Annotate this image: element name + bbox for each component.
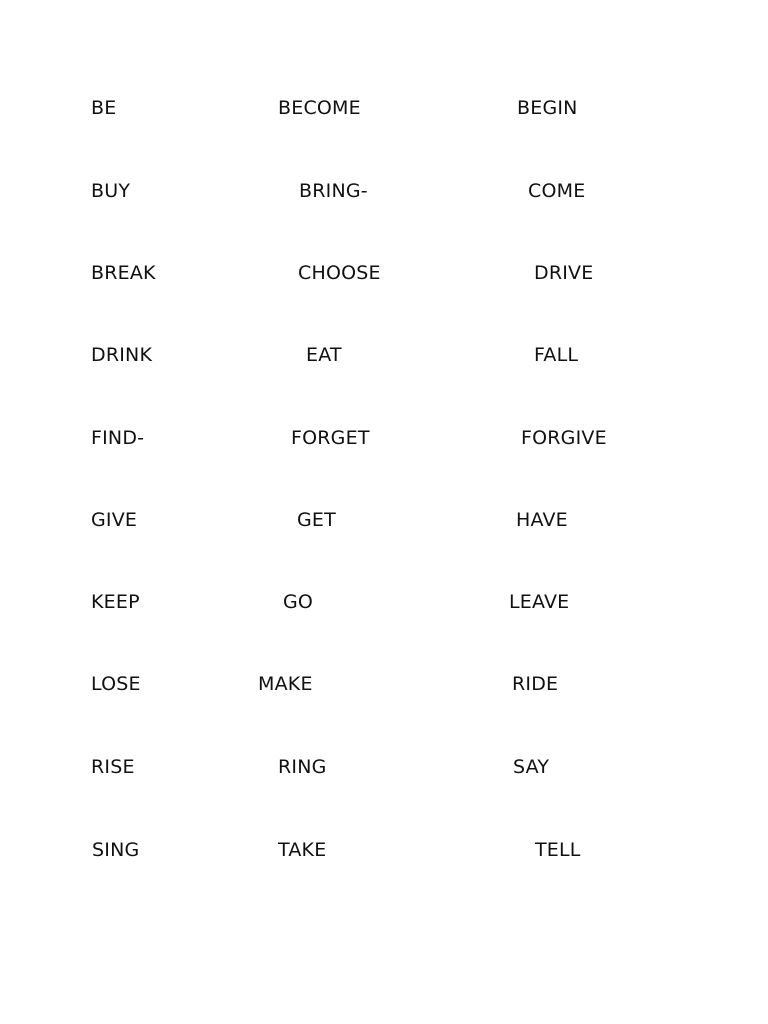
verb-word: LEAVE — [509, 591, 570, 613]
verb-word: FORGIVE — [521, 427, 607, 449]
verb-word: RISE — [91, 756, 135, 778]
verb-word: FORGET — [291, 427, 370, 449]
verb-word: DRIVE — [534, 262, 594, 284]
verb-word: GIVE — [91, 509, 138, 531]
verb-word: RING — [278, 756, 327, 778]
verb-word: HAVE — [516, 509, 568, 531]
verb-word: DRINK — [91, 344, 153, 366]
verb-word: CHOOSE — [298, 262, 381, 284]
verb-word: BREAK — [91, 262, 156, 284]
verb-word: BEGIN — [517, 97, 578, 119]
verb-word: BUY — [91, 180, 131, 202]
verb-word: MAKE — [258, 673, 313, 695]
verb-word: LOSE — [91, 673, 141, 695]
verb-word: BE — [91, 97, 117, 119]
verb-word: FALL — [534, 344, 579, 366]
verb-word: BECOME — [278, 97, 361, 119]
verb-word: SAY — [513, 756, 550, 778]
verb-word: BRING- — [299, 180, 368, 202]
verb-word: TAKE — [278, 839, 327, 861]
verb-word: SING — [92, 839, 140, 861]
verb-word: GET — [297, 509, 336, 531]
verb-word: KEEP — [91, 591, 140, 613]
verb-word: FIND- — [91, 427, 145, 449]
verb-word: TELL — [535, 839, 581, 861]
verb-word: COME — [528, 180, 586, 202]
verb-word: EAT — [306, 344, 342, 366]
verb-word: RIDE — [512, 673, 559, 695]
verb-word: GO — [283, 591, 314, 613]
